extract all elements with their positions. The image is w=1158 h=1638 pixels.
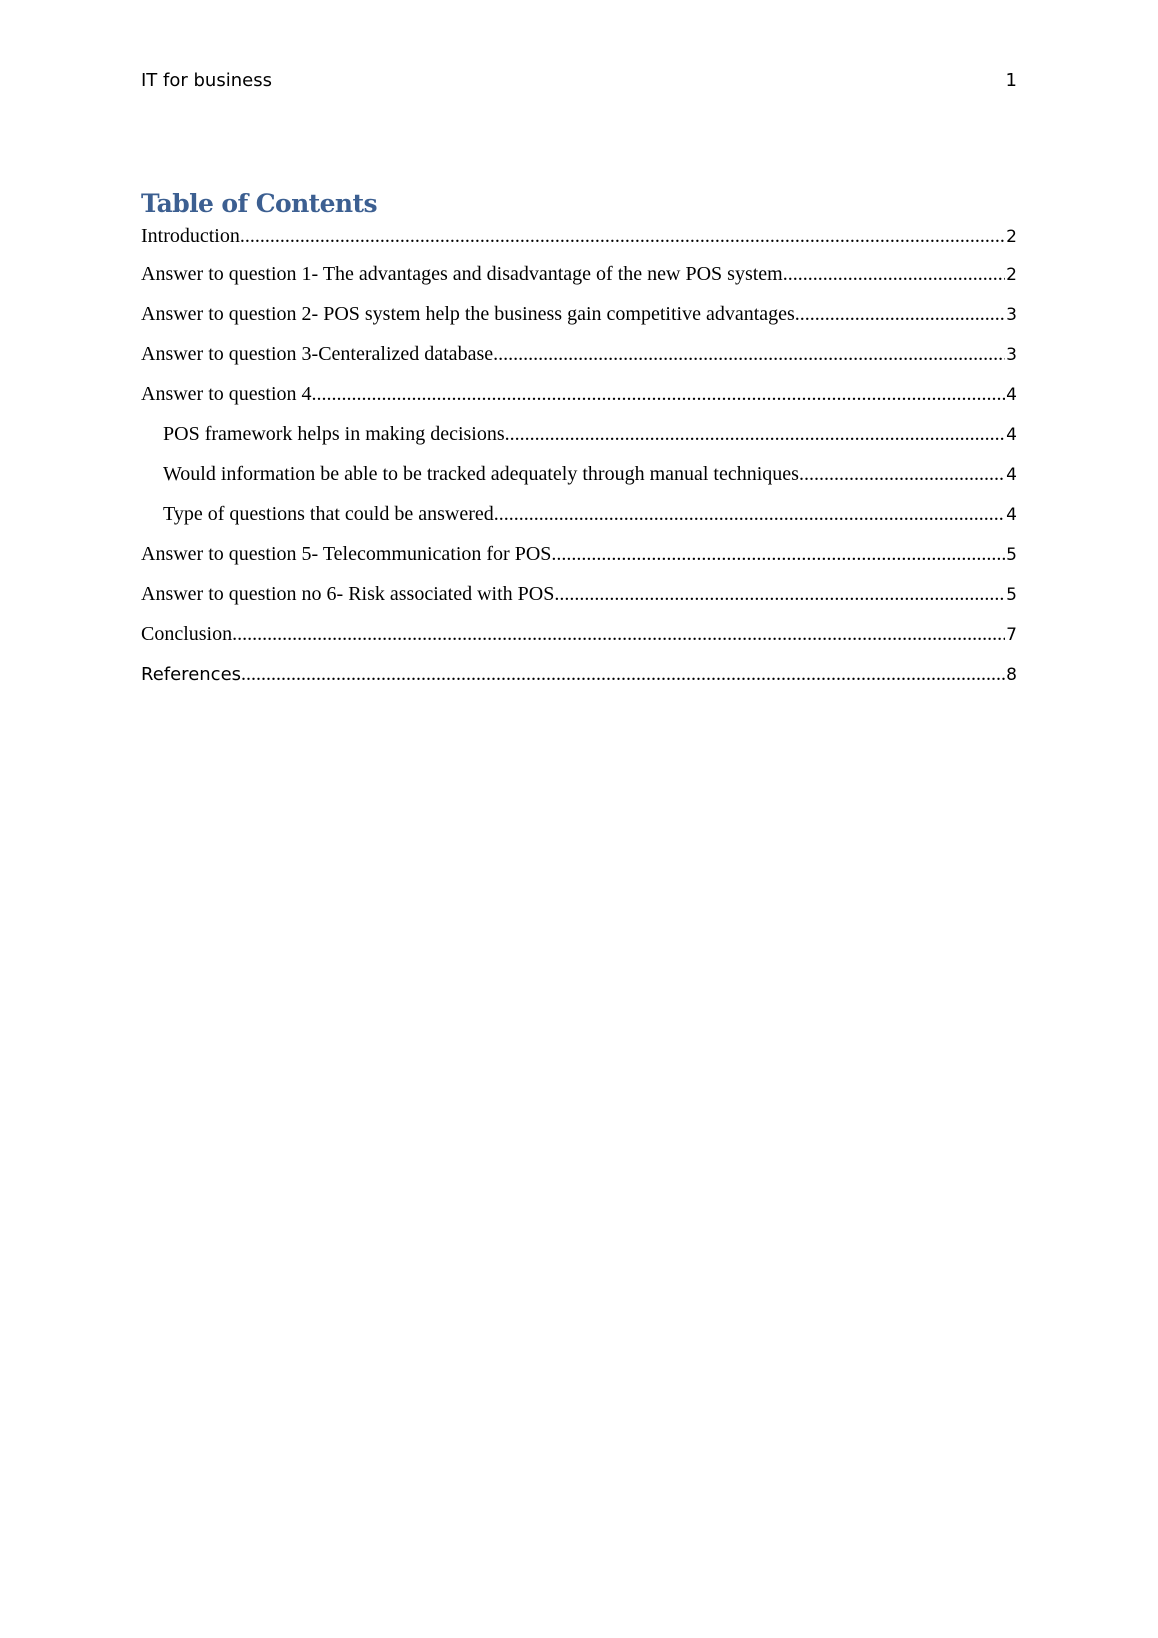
toc-dot-leader xyxy=(493,342,1005,366)
toc-entry-question-3[interactable] xyxy=(141,342,1017,382)
toc-entry-title: References xyxy=(141,664,242,685)
toc-entry-manual-tracking[interactable] xyxy=(141,462,1017,502)
toc-dot-leader xyxy=(783,262,1005,286)
toc-entry-question-1[interactable] xyxy=(141,262,1017,302)
toc-entry-page: 4 xyxy=(1006,425,1017,445)
toc-entry-conclusion[interactable] xyxy=(141,622,1017,662)
toc-entry-title: Would information be able to be tracked adequately through manual techniques xyxy=(163,463,799,485)
toc-entry-title: Introduction xyxy=(141,225,240,247)
toc-heading: Table of Contents xyxy=(141,189,377,218)
toc-entry-question-5[interactable] xyxy=(141,542,1017,582)
toc-dot-leader xyxy=(240,224,1005,248)
toc-entry-question-2[interactable] xyxy=(141,302,1017,342)
page-header xyxy=(141,70,1017,96)
toc-entry-page: 5 xyxy=(1006,585,1017,605)
toc-dot-leader xyxy=(494,502,1005,526)
toc-entry-page: 2 xyxy=(1006,265,1017,285)
toc-entry-page: 2 xyxy=(1006,227,1017,247)
toc-entry-title: POS framework helps in making decisions xyxy=(163,423,505,445)
toc-entry-title: Answer to question no 6- Risk associated with POS xyxy=(141,583,555,605)
toc-entry-page: 4 xyxy=(1006,505,1017,525)
toc-entry-page: 5 xyxy=(1006,545,1017,565)
toc-entry-type-of-questions[interactable] xyxy=(141,502,1017,542)
toc-entry-pos-framework-decisions[interactable] xyxy=(141,422,1017,462)
toc-entry-page: 7 xyxy=(1006,625,1017,645)
toc-entry-page: 4 xyxy=(1006,385,1017,405)
header-page-number: 1 xyxy=(1005,70,1017,91)
toc-entry-title: Answer to question 3-Centeralized database xyxy=(141,343,494,365)
toc-list xyxy=(141,224,1017,702)
header-title: IT for business xyxy=(141,70,272,91)
toc-entry-introduction[interactable] xyxy=(141,224,1017,262)
toc-entry-title: Answer to question 4 xyxy=(141,383,312,405)
toc-entry-page: 3 xyxy=(1006,345,1017,365)
toc-entry-title: Answer to question 2- POS system help the business gain competitive advantages xyxy=(141,303,795,325)
toc-entry-title: Type of questions that could be answered xyxy=(163,503,494,525)
toc-dot-leader xyxy=(799,462,1005,486)
table-of-contents xyxy=(141,186,1017,702)
toc-dot-leader xyxy=(554,582,1005,606)
toc-dot-leader xyxy=(241,662,1005,686)
toc-dot-leader xyxy=(505,422,1006,446)
toc-entry-page: 4 xyxy=(1006,465,1017,485)
toc-dot-leader xyxy=(232,622,1005,646)
toc-dot-leader xyxy=(795,302,1005,326)
toc-entry-page: 8 xyxy=(1006,665,1017,685)
toc-dot-leader xyxy=(551,542,1005,566)
toc-entry-question-4[interactable] xyxy=(141,382,1017,422)
toc-entry-title: Answer to question 5- Telecommunication for POS xyxy=(141,543,552,565)
toc-entry-page: 3 xyxy=(1006,305,1017,325)
toc-dot-leader xyxy=(312,382,1006,406)
toc-entry-title: Answer to question 1- The advantages and disadvantage of the new POS system xyxy=(141,263,783,285)
toc-entry-title: Conclusion xyxy=(141,623,233,645)
toc-entry-references[interactable] xyxy=(141,662,1017,702)
toc-entry-question-6[interactable] xyxy=(141,582,1017,622)
